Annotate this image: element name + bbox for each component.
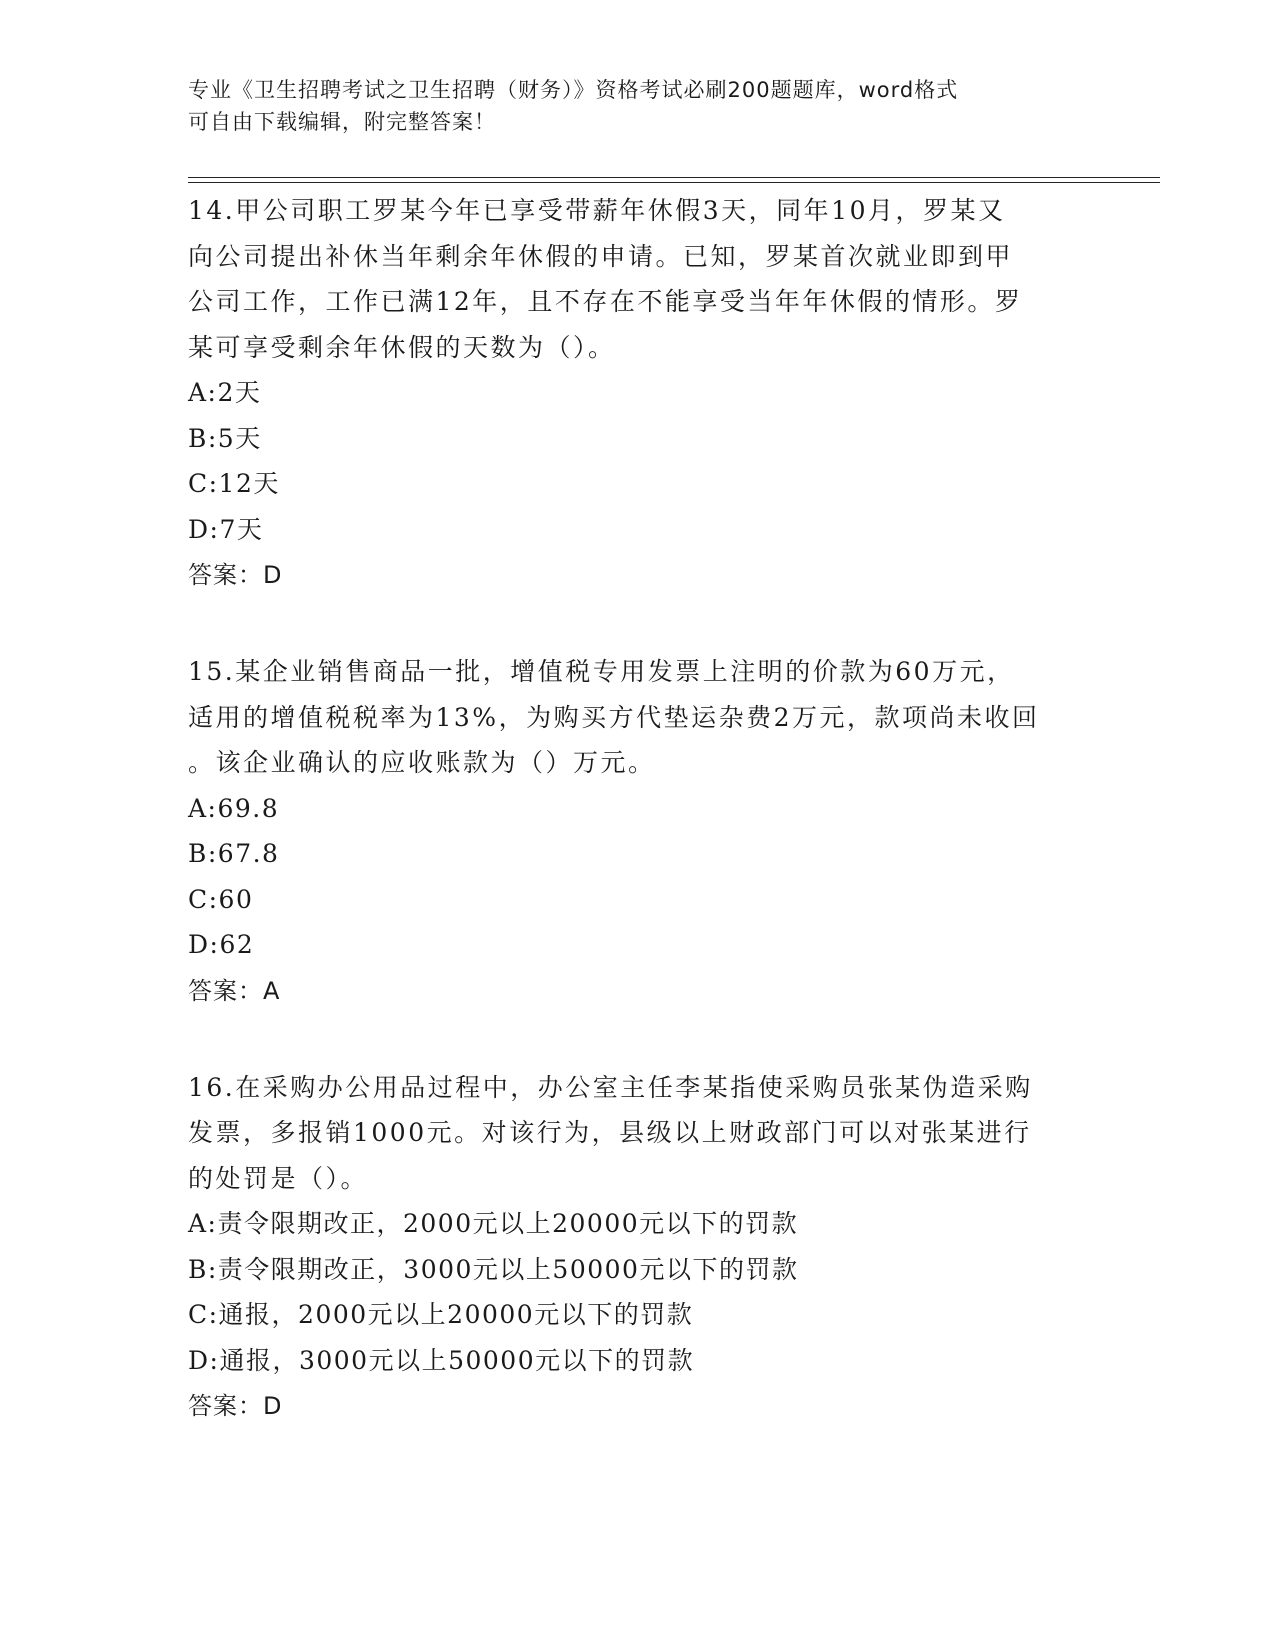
answer-line: 答案：D: [188, 1392, 283, 1420]
question-stem-line: 。该企业确认的应收账款为（）万元。: [188, 748, 656, 777]
question-stem-line: 向公司提出补休当年剩余年休假的申请。已知，罗某首次就业即到甲: [188, 241, 1014, 271]
option-c: C:12天: [188, 469, 280, 498]
option-b: B:责令限期改正，3000元以上50000元以下的罚款: [188, 1254, 799, 1284]
question-stem-line: 发票，多报销1000元。对该行为，县级以上财政部门可以对张某进行: [188, 1118, 1032, 1147]
option-b: B:67.8: [188, 839, 280, 868]
answer-line: 答案：A: [188, 976, 281, 1005]
question-stem-line: 15.某企业销售商品一批，增值税专用发票上注明的价款为60万元，: [188, 657, 1015, 686]
question-16: [188, 1065, 1088, 1430]
header-divider: [188, 182, 1160, 183]
question-stem-line: 16.在采购办公用品过程中，办公室主任李某指使采购员张某伪造采购: [188, 1072, 1033, 1102]
option-a: A:69.8: [188, 793, 280, 823]
document-header: [188, 74, 1068, 138]
option-d: D:7天: [188, 514, 264, 544]
question-15: [188, 649, 1088, 1014]
header-divider: [188, 177, 1160, 178]
option-c: C:通报，2000元以上20000元以下的罚款: [188, 1300, 694, 1329]
option-b: B:5天: [188, 423, 262, 453]
option-a: A:2天: [188, 378, 262, 407]
question-stem-line: 的处罚是（）。: [188, 1163, 369, 1193]
answer-line: 答案：D: [188, 561, 283, 589]
option-c: C:60: [188, 884, 254, 914]
option-d: D:62: [188, 930, 255, 959]
question-stem-line: 某可享受剩余年休假的天数为（）。: [188, 332, 616, 362]
question-14: [188, 188, 1088, 598]
question-stem-line: 公司工作，工作已满12年，且不存在不能享受当年年休假的情形。罗: [188, 287, 1023, 316]
option-a: A:责令限期改正，2000元以上20000元以下的罚款: [188, 1209, 799, 1238]
question-stem-line: 适用的增值税税率为13%，为购买方代垫运杂费2万元，款项尚未收回: [188, 702, 1040, 732]
header-line: 可自由下载编辑，附完整答案！: [188, 110, 496, 134]
question-list: [188, 188, 1088, 1480]
option-d: D:通报，3000元以上50000元以下的罚款: [188, 1345, 695, 1375]
question-stem-line: 14.甲公司职工罗某今年已享受带薪年休假3天，同年10月，罗某又: [188, 196, 1006, 225]
header-line: 专业《卫生招聘考试之卫生招聘（财务）》资格考试必刷200题题库，word格式: [188, 78, 959, 102]
